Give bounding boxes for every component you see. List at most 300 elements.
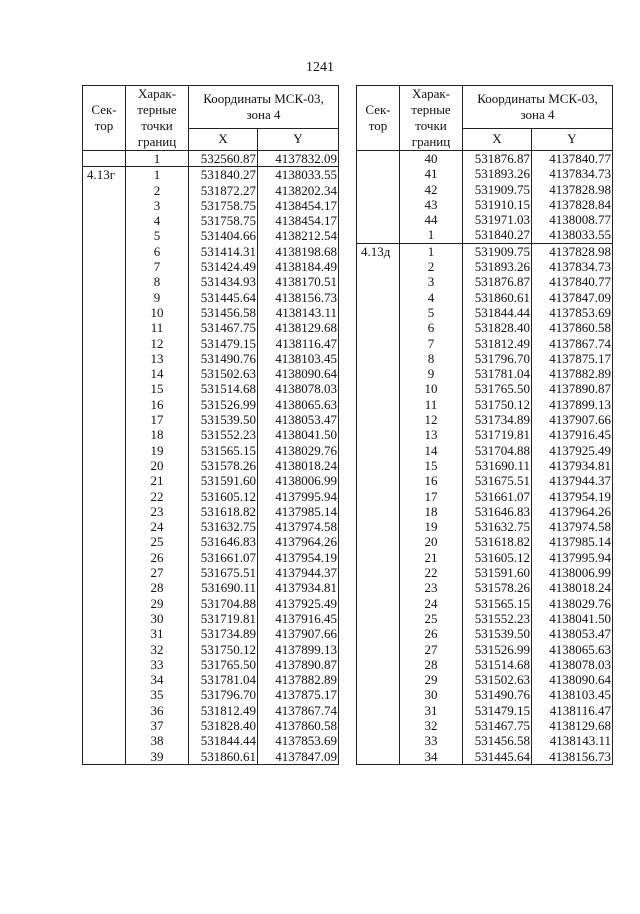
point-number-cell: 17 — [400, 489, 463, 504]
x-coordinate-cell: 531456.58 — [463, 733, 532, 748]
y-coordinate-cell: 4137867.74 — [532, 336, 613, 351]
sector-cell — [83, 151, 126, 167]
y-coordinate-cell: 4138212.54 — [258, 228, 339, 243]
sector-cell — [83, 672, 126, 687]
table-row — [83, 351, 339, 366]
table-row — [357, 381, 613, 396]
point-number-cell: 23 — [126, 504, 189, 519]
table-row — [357, 458, 613, 473]
x-header: X — [189, 128, 258, 150]
x-coordinate-cell: 531618.82 — [463, 534, 532, 549]
x-coordinate-cell: 531578.26 — [463, 580, 532, 595]
table-row — [357, 274, 613, 289]
y-coordinate-cell: 4137899.13 — [532, 397, 613, 412]
y-coordinate-cell: 4138029.76 — [258, 443, 339, 458]
y-coordinate-cell: 4138078.03 — [532, 657, 613, 672]
sector-cell — [83, 228, 126, 243]
x-coordinate-cell: 531502.63 — [189, 366, 258, 381]
point-number-cell: 9 — [400, 366, 463, 381]
x-coordinate-cell: 531591.60 — [189, 473, 258, 488]
sector-cell — [83, 381, 126, 396]
table-row — [357, 504, 613, 519]
table-row — [357, 427, 613, 442]
table-row — [357, 397, 613, 412]
sector-cell — [357, 519, 400, 534]
table-row — [83, 519, 339, 534]
sector-cell — [357, 259, 400, 274]
x-coordinate-cell: 531844.44 — [463, 305, 532, 320]
y-coordinate-cell: 4138103.45 — [258, 351, 339, 366]
point-number-cell: 22 — [400, 565, 463, 580]
table-row — [83, 733, 339, 748]
y-coordinate-cell: 4137890.87 — [532, 381, 613, 396]
table-row — [83, 458, 339, 473]
sector-cell: 4.13г — [83, 167, 126, 183]
x-coordinate-cell: 531424.49 — [189, 259, 258, 274]
sector-cell — [357, 611, 400, 626]
sector-header: Сек-тор — [357, 86, 400, 151]
table-row — [357, 212, 613, 227]
x-coordinate-cell: 531479.15 — [463, 703, 532, 718]
table-row — [357, 703, 613, 718]
sector-cell — [357, 565, 400, 580]
y-coordinate-cell: 4138006.99 — [532, 565, 613, 580]
table-row — [357, 519, 613, 534]
sector-cell — [83, 703, 126, 718]
x-coordinate-cell: 531539.50 — [463, 626, 532, 641]
y-coordinate-cell: 4138198.68 — [258, 244, 339, 259]
sector-cell — [83, 427, 126, 442]
point-number-cell: 24 — [400, 596, 463, 611]
y-coordinate-cell: 4138065.63 — [532, 642, 613, 657]
point-number-cell: 10 — [126, 305, 189, 320]
sector-cell — [357, 733, 400, 748]
point-number-cell: 26 — [126, 550, 189, 565]
x-coordinate-cell: 531910.15 — [463, 197, 532, 212]
point-number-cell: 2 — [400, 259, 463, 274]
x-coordinate-cell: 531860.61 — [463, 290, 532, 305]
sector-cell — [357, 166, 400, 181]
point-number-cell: 5 — [126, 228, 189, 243]
x-coordinate-cell: 531467.75 — [463, 718, 532, 733]
x-coordinate-cell: 531445.64 — [463, 749, 532, 765]
point-number-cell: 15 — [126, 381, 189, 396]
x-coordinate-cell: 531750.12 — [463, 397, 532, 412]
sector-cell — [357, 412, 400, 427]
x-coordinate-cell: 531661.07 — [463, 489, 532, 504]
x-coordinate-cell: 531632.75 — [189, 519, 258, 534]
table-row — [357, 259, 613, 274]
x-coordinate-cell: 531565.15 — [463, 596, 532, 611]
y-coordinate-cell: 4137875.17 — [532, 351, 613, 366]
sector-cell — [357, 212, 400, 227]
sector-cell — [83, 626, 126, 641]
x-coordinate-cell: 531872.27 — [189, 183, 258, 198]
point-number-cell: 26 — [400, 626, 463, 641]
sector-cell — [357, 672, 400, 687]
sector-cell — [357, 687, 400, 702]
table-row — [357, 320, 613, 335]
y-coordinate-cell: 4137847.09 — [532, 290, 613, 305]
table-row — [357, 182, 613, 197]
table-row — [83, 228, 339, 243]
x-coordinate-cell: 531502.63 — [463, 672, 532, 687]
y-coordinate-cell: 4138129.68 — [258, 320, 339, 335]
point-number-cell: 44 — [400, 212, 463, 227]
x-header: X — [463, 128, 532, 150]
table-row — [357, 672, 613, 687]
right-table-body — [357, 151, 613, 765]
x-coordinate-cell: 531675.51 — [463, 473, 532, 488]
x-coordinate-cell: 531758.75 — [189, 198, 258, 213]
x-coordinate-cell: 531445.64 — [189, 290, 258, 305]
sector-cell — [357, 550, 400, 565]
x-coordinate-cell: 531539.50 — [189, 412, 258, 427]
point-number-cell: 42 — [400, 182, 463, 197]
point-number-cell: 21 — [400, 550, 463, 565]
y-coordinate-cell: 4137828.84 — [532, 197, 613, 212]
sector-cell — [83, 718, 126, 733]
sector-cell — [357, 657, 400, 672]
point-number-cell: 34 — [400, 749, 463, 765]
x-coordinate-cell: 531750.12 — [189, 642, 258, 657]
x-coordinate-cell: 531646.83 — [463, 504, 532, 519]
y-coordinate-cell: 4138129.68 — [532, 718, 613, 733]
table-row — [83, 626, 339, 641]
points-header: Харак-терные точки границ — [126, 86, 189, 151]
table-row — [83, 687, 339, 702]
table-row — [357, 443, 613, 458]
table-row — [83, 550, 339, 565]
y-coordinate-cell: 4137995.94 — [532, 550, 613, 565]
y-coordinate-cell: 4138156.73 — [532, 749, 613, 765]
x-coordinate-cell: 531514.68 — [463, 657, 532, 672]
table-row — [357, 550, 613, 565]
y-coordinate-cell: 4138065.63 — [258, 397, 339, 412]
y-coordinate-cell: 4138156.73 — [258, 290, 339, 305]
x-coordinate-cell: 531490.76 — [463, 687, 532, 702]
table-row — [83, 718, 339, 733]
point-number-cell: 4 — [400, 290, 463, 305]
table-row — [357, 596, 613, 611]
point-number-cell: 28 — [126, 580, 189, 595]
point-number-cell: 38 — [126, 733, 189, 748]
y-header: Y — [532, 128, 613, 150]
sector-cell — [83, 596, 126, 611]
sector-cell — [357, 151, 400, 167]
point-number-cell: 3 — [400, 274, 463, 289]
x-coordinate-cell: 531860.61 — [189, 749, 258, 765]
y-coordinate-cell: 4138143.11 — [258, 305, 339, 320]
x-coordinate-cell: 531734.89 — [463, 412, 532, 427]
sector-cell — [357, 197, 400, 212]
sector-cell — [357, 489, 400, 504]
points-header: Харак-терные точки границ — [400, 86, 463, 151]
point-number-cell: 4 — [126, 213, 189, 228]
table-row — [357, 749, 613, 765]
coords-header: Координаты МСК-03, зона 4 — [189, 86, 339, 129]
point-number-cell: 15 — [400, 458, 463, 473]
table-row — [83, 336, 339, 351]
y-coordinate-cell: 4137860.58 — [532, 320, 613, 335]
sector-cell — [83, 580, 126, 595]
table-row — [83, 381, 339, 396]
y-coordinate-cell: 4137882.89 — [532, 366, 613, 381]
table-row — [357, 733, 613, 748]
y-coordinate-cell: 4137974.58 — [532, 519, 613, 534]
y-coordinate-cell: 4138143.11 — [532, 733, 613, 748]
y-coordinate-cell: 4138033.55 — [532, 227, 613, 243]
y-coordinate-cell: 4137853.69 — [532, 305, 613, 320]
point-number-cell: 25 — [126, 534, 189, 549]
x-coordinate-cell: 531796.70 — [189, 687, 258, 702]
table-row — [357, 473, 613, 488]
x-coordinate-cell: 531675.51 — [189, 565, 258, 580]
sector-cell — [357, 366, 400, 381]
point-number-cell: 1 — [126, 151, 189, 167]
y-coordinate-cell: 4137875.17 — [258, 687, 339, 702]
sector-cell — [83, 290, 126, 305]
sector-cell — [357, 580, 400, 595]
point-number-cell: 5 — [400, 305, 463, 320]
x-coordinate-cell: 531434.93 — [189, 274, 258, 289]
sector-cell — [83, 213, 126, 228]
y-coordinate-cell: 4137907.66 — [532, 412, 613, 427]
sector-cell — [357, 381, 400, 396]
y-coordinate-cell: 4137828.98 — [532, 243, 613, 259]
table-row — [357, 687, 613, 702]
y-coordinate-cell: 4138202.34 — [258, 183, 339, 198]
table-row — [83, 183, 339, 198]
sector-cell — [357, 749, 400, 765]
table-row — [83, 580, 339, 595]
sector-cell — [357, 320, 400, 335]
y-coordinate-cell: 4137899.13 — [258, 642, 339, 657]
table-row — [83, 427, 339, 442]
y-coordinate-cell: 4137944.37 — [532, 473, 613, 488]
table-row — [357, 151, 613, 167]
table-row — [83, 167, 339, 183]
y-coordinate-cell: 4138018.24 — [532, 580, 613, 595]
x-coordinate-cell: 531734.89 — [189, 626, 258, 641]
x-coordinate-cell: 531578.26 — [189, 458, 258, 473]
x-coordinate-cell: 531618.82 — [189, 504, 258, 519]
sector-cell — [83, 412, 126, 427]
sector-cell — [357, 397, 400, 412]
point-number-cell: 16 — [126, 397, 189, 412]
sector-cell — [83, 519, 126, 534]
sector-cell — [357, 473, 400, 488]
coordinates-table-right — [356, 85, 613, 765]
table-row — [83, 565, 339, 580]
x-coordinate-cell: 531552.23 — [189, 427, 258, 442]
x-coordinate-cell: 531876.87 — [463, 274, 532, 289]
y-coordinate-cell: 4138041.50 — [532, 611, 613, 626]
table-row — [83, 412, 339, 427]
x-coordinate-cell: 531605.12 — [189, 489, 258, 504]
y-coordinate-cell: 4137934.81 — [258, 580, 339, 595]
point-number-cell: 7 — [126, 259, 189, 274]
x-coordinate-cell: 531632.75 — [463, 519, 532, 534]
sector-cell — [83, 611, 126, 626]
table-row — [83, 213, 339, 228]
x-coordinate-cell: 531690.11 — [463, 458, 532, 473]
table-row — [357, 336, 613, 351]
sector-cell — [83, 642, 126, 657]
sector-cell — [83, 443, 126, 458]
sector-cell — [83, 397, 126, 412]
table-row — [357, 534, 613, 549]
table-row — [83, 473, 339, 488]
sector-cell — [357, 703, 400, 718]
x-coordinate-cell: 531565.15 — [189, 443, 258, 458]
point-number-cell: 10 — [400, 381, 463, 396]
sector-cell — [83, 259, 126, 274]
y-coordinate-cell: 4138018.24 — [258, 458, 339, 473]
x-coordinate-cell: 531661.07 — [189, 550, 258, 565]
x-coordinate-cell: 531479.15 — [189, 336, 258, 351]
table-row — [83, 244, 339, 259]
point-number-cell: 20 — [126, 458, 189, 473]
x-coordinate-cell: 531456.58 — [189, 305, 258, 320]
y-coordinate-cell: 4137840.77 — [532, 274, 613, 289]
y-coordinate-cell: 4137840.77 — [532, 151, 613, 167]
y-coordinate-cell: 4137944.37 — [258, 565, 339, 580]
y-coordinate-cell: 4137925.49 — [258, 596, 339, 611]
x-coordinate-cell: 531828.40 — [189, 718, 258, 733]
x-coordinate-cell: 531812.49 — [189, 703, 258, 718]
table-row — [83, 596, 339, 611]
point-number-cell: 1 — [126, 167, 189, 183]
point-number-cell: 31 — [126, 626, 189, 641]
x-coordinate-cell: 531893.26 — [463, 259, 532, 274]
x-coordinate-cell: 531840.27 — [463, 227, 532, 243]
y-coordinate-cell: 4137934.81 — [532, 458, 613, 473]
x-coordinate-cell: 531526.99 — [463, 642, 532, 657]
point-number-cell: 19 — [400, 519, 463, 534]
point-number-cell: 11 — [400, 397, 463, 412]
y-coordinate-cell: 4137853.69 — [258, 733, 339, 748]
left-table-body — [83, 151, 339, 765]
point-number-cell: 21 — [126, 473, 189, 488]
sector-cell — [357, 336, 400, 351]
point-number-cell: 11 — [126, 320, 189, 335]
sector-header: Сек-тор — [83, 86, 126, 151]
table-row — [83, 151, 339, 167]
y-coordinate-cell: 4138170.51 — [258, 274, 339, 289]
point-number-cell: 30 — [400, 687, 463, 702]
point-number-cell: 1 — [400, 243, 463, 259]
x-coordinate-cell: 531704.88 — [189, 596, 258, 611]
y-coordinate-cell: 4137828.98 — [532, 182, 613, 197]
sector-cell — [83, 274, 126, 289]
point-number-cell: 34 — [126, 672, 189, 687]
x-coordinate-cell: 531719.81 — [189, 611, 258, 626]
point-number-cell: 12 — [126, 336, 189, 351]
x-coordinate-cell: 531490.76 — [189, 351, 258, 366]
sector-cell — [357, 427, 400, 442]
x-coordinate-cell: 531844.44 — [189, 733, 258, 748]
point-number-cell: 29 — [400, 672, 463, 687]
sector-cell — [83, 305, 126, 320]
x-coordinate-cell: 531758.75 — [189, 213, 258, 228]
table-row — [83, 749, 339, 765]
coordinates-table-left — [82, 85, 339, 765]
x-coordinate-cell: 531646.83 — [189, 534, 258, 549]
y-coordinate-cell: 4137882.89 — [258, 672, 339, 687]
y-coordinate-cell: 4137985.14 — [532, 534, 613, 549]
sector-cell — [83, 657, 126, 672]
y-coordinate-cell: 4138454.17 — [258, 198, 339, 213]
point-number-cell: 20 — [400, 534, 463, 549]
y-coordinate-cell: 4138454.17 — [258, 213, 339, 228]
table-row — [357, 366, 613, 381]
sector-cell: 4.13д — [357, 243, 400, 259]
table-row — [83, 320, 339, 335]
table-row — [357, 305, 613, 320]
table-row — [83, 443, 339, 458]
point-number-cell: 12 — [400, 412, 463, 427]
point-number-cell: 23 — [400, 580, 463, 595]
y-coordinate-cell: 4137995.94 — [258, 489, 339, 504]
sector-cell — [83, 504, 126, 519]
point-number-cell: 30 — [126, 611, 189, 626]
x-coordinate-cell: 531781.04 — [463, 366, 532, 381]
x-coordinate-cell: 531971.03 — [463, 212, 532, 227]
sector-cell — [83, 550, 126, 565]
sector-cell — [83, 458, 126, 473]
x-coordinate-cell: 531765.50 — [189, 657, 258, 672]
y-coordinate-cell: 4137954.19 — [532, 489, 613, 504]
y-coordinate-cell: 4137964.26 — [532, 504, 613, 519]
y-coordinate-cell: 4137834.73 — [532, 259, 613, 274]
y-coordinate-cell: 4138029.76 — [532, 596, 613, 611]
y-coordinate-cell: 4138053.47 — [258, 412, 339, 427]
table-row — [357, 611, 613, 626]
x-coordinate-cell: 531840.27 — [189, 167, 258, 183]
point-number-cell: 19 — [126, 443, 189, 458]
y-coordinate-cell: 4138053.47 — [532, 626, 613, 641]
y-coordinate-cell: 4137974.58 — [258, 519, 339, 534]
sector-cell — [83, 534, 126, 549]
y-coordinate-cell: 4137954.19 — [258, 550, 339, 565]
x-coordinate-cell: 531704.88 — [463, 443, 532, 458]
point-number-cell: 9 — [126, 290, 189, 305]
table-row — [357, 290, 613, 305]
x-coordinate-cell: 531781.04 — [189, 672, 258, 687]
table-row — [357, 580, 613, 595]
x-coordinate-cell: 531404.66 — [189, 228, 258, 243]
x-coordinate-cell: 532560.87 — [189, 151, 258, 167]
table-row — [357, 626, 613, 641]
sector-cell — [83, 366, 126, 381]
sector-cell — [83, 198, 126, 213]
table-row — [83, 290, 339, 305]
table-row — [357, 412, 613, 427]
x-coordinate-cell: 531690.11 — [189, 580, 258, 595]
point-number-cell: 14 — [126, 366, 189, 381]
point-number-cell: 39 — [126, 749, 189, 765]
x-coordinate-cell: 531765.50 — [463, 381, 532, 396]
page-number: 1241 — [306, 60, 334, 75]
point-number-cell: 2 — [126, 183, 189, 198]
y-coordinate-cell: 4137890.87 — [258, 657, 339, 672]
y-coordinate-cell: 4138116.47 — [258, 336, 339, 351]
y-coordinate-cell: 4137925.49 — [532, 443, 613, 458]
point-number-cell: 18 — [126, 427, 189, 442]
point-number-cell: 13 — [400, 427, 463, 442]
sector-cell — [357, 443, 400, 458]
